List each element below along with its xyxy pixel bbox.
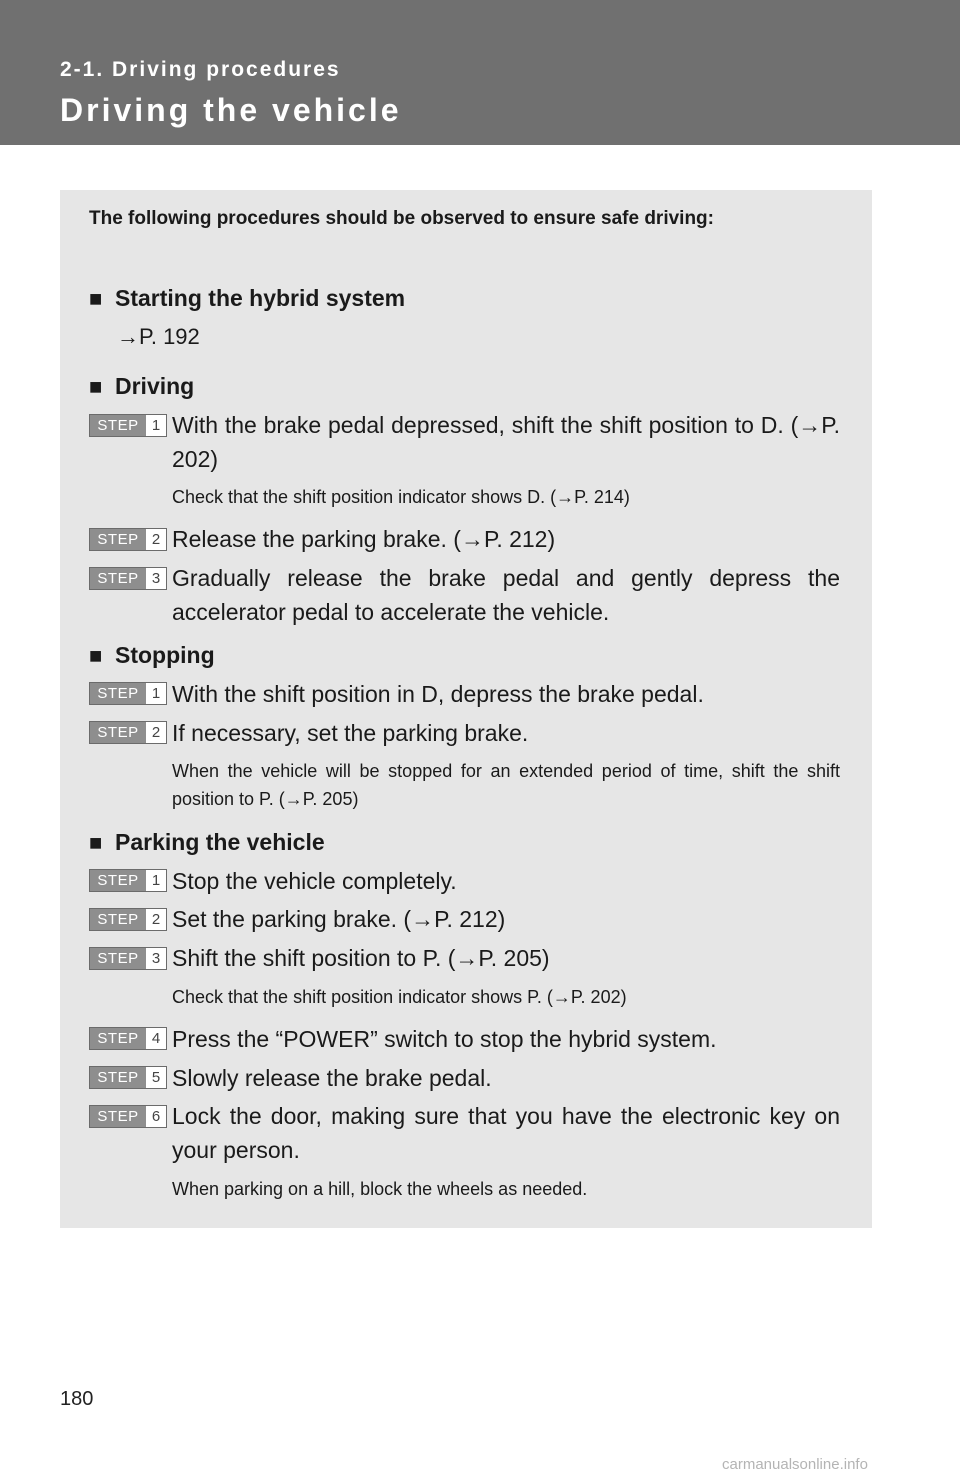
watermark: carmanualsonline.info (722, 1456, 868, 1473)
step-note: Check that the shift position indicator shows D. (→P. 214) (172, 487, 630, 507)
square-bullet-icon: ■ (89, 643, 103, 668)
step-badge: STEP 3 (89, 947, 167, 970)
step-badge: STEP 6 (89, 1105, 167, 1128)
page-number: 180 (60, 1388, 94, 1410)
step-text: Release the parking brake. (→P. 212) (172, 526, 556, 552)
section-label: 2-1. Driving procedures (60, 58, 341, 81)
heading-stopping: ■ Stopping (89, 642, 215, 668)
step-badge: STEP 2 (89, 908, 167, 931)
heading-starting: ■ Starting the hybrid system (89, 285, 406, 311)
page-title: Driving the vehicle (60, 92, 402, 128)
square-bullet-icon: ■ (89, 286, 103, 311)
step-text: Set the parking brake. (→P. 212) (172, 906, 506, 932)
step-text: Shift the shift position to P. (→P. 205) (172, 945, 550, 971)
step-text: Slowly release the brake pedal. (172, 1065, 492, 1091)
page-header (0, 0, 960, 145)
step-text: With the brake pedal depressed, shift the shift position to D. (→P. 202) (172, 412, 840, 472)
step-badge: STEP 5 (89, 1066, 167, 1089)
step-note: When parking on a hill, block the wheels as needed. (172, 1179, 588, 1199)
heading-parking: ■ Parking the vehicle (89, 829, 325, 855)
step-badge: STEP 4 (89, 1027, 167, 1050)
step-text: Gradually release the brake pedal and gently depress the accelerator pedal to accelerate the vehicle. (172, 565, 840, 625)
square-bullet-icon: ■ (89, 374, 103, 399)
intro-text: The following procedures should be observed to ensure safe driving: (89, 208, 714, 229)
step-badge: STEP 1 (89, 682, 167, 705)
heading-driving: ■ Driving (89, 373, 195, 399)
step-text: With the shift position in D, depress the brake pedal. (172, 681, 704, 707)
step-badge: STEP 1 (89, 414, 167, 437)
step-text: If necessary, set the parking brake. (172, 720, 529, 746)
step-text: Lock the door, making sure that you have the electronic key on your person. (172, 1103, 840, 1163)
step-badge: STEP 1 (89, 869, 167, 892)
step-note: Check that the shift position indicator shows P. (→P. 202) (172, 987, 627, 1007)
step-badge: STEP 2 (89, 528, 167, 551)
step-badge: STEP 2 (89, 721, 167, 744)
step-text: Stop the vehicle completely. (172, 868, 457, 894)
square-bullet-icon: ■ (89, 830, 103, 855)
step-note: When the vehicle will be stopped for an extended period of time, shift the shift position to P. (→P. 205) (172, 761, 840, 809)
step-badge: STEP 3 (89, 567, 167, 590)
ref-starting: →P. 192 (117, 324, 200, 349)
step-text: Press the “POWER” switch to stop the hybrid system. (172, 1026, 717, 1052)
